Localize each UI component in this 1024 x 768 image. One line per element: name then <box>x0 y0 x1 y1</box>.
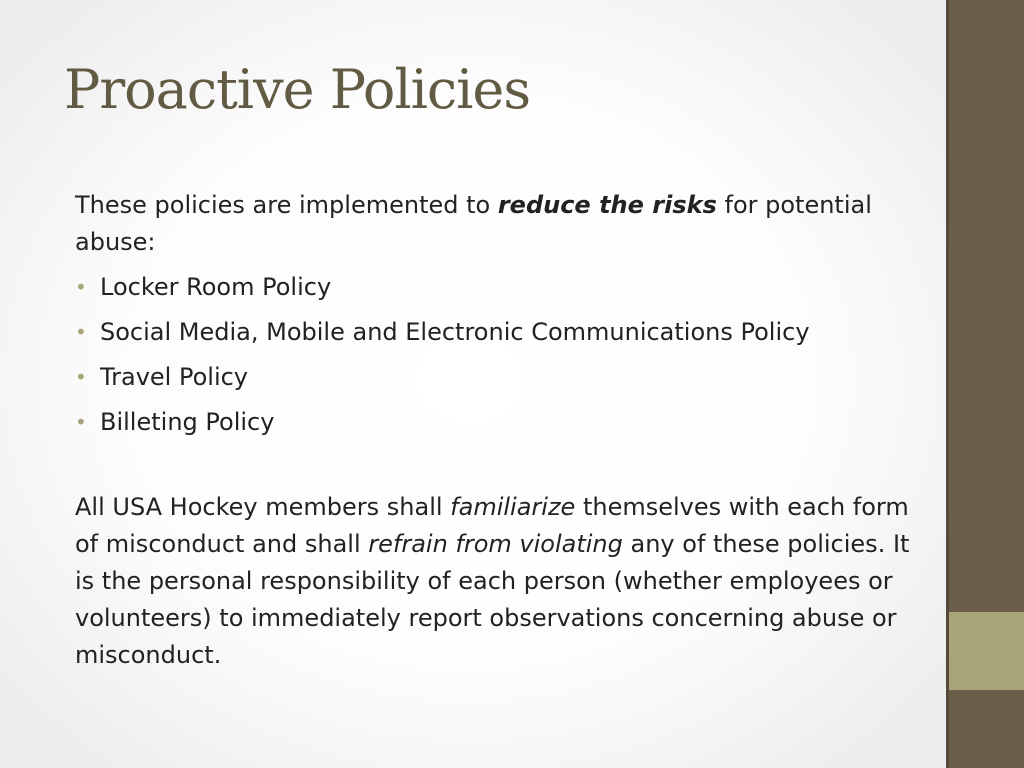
policy-list <box>75 265 925 445</box>
bullet-marker: • <box>75 410 87 434</box>
closing-text-3: any of these policies. It is the personal responsibility of each person (whether employees or volunteers) to immediately report observations concerning abuse or misconduct. <box>75 530 910 669</box>
list-item-label: Billeting Policy <box>100 408 275 436</box>
closing-text-2: themselves with each form of misconduct and shall <box>75 493 909 558</box>
slide-title: Proactive Policies <box>64 58 531 121</box>
list-item <box>75 400 925 445</box>
list-item-label: Travel Policy <box>100 363 249 391</box>
intro-emphasis: reduce the risks <box>497 191 717 219</box>
closing-paragraph <box>75 489 925 674</box>
slide-body <box>75 187 925 674</box>
intro-paragraph <box>75 187 925 261</box>
side-accent-block <box>949 612 1024 690</box>
bullet-marker: • <box>75 320 87 344</box>
intro-text-after: for potential abuse: <box>75 191 872 256</box>
closing-text-1: All USA Hockey members shall <box>75 493 451 521</box>
list-item-label: Social Media, Mobile and Electronic Communications Policy <box>100 318 810 346</box>
bullet-marker: • <box>75 275 87 299</box>
list-item <box>75 355 925 400</box>
closing-emphasis-1: familiarize <box>450 493 576 521</box>
list-item <box>75 265 925 310</box>
list-item <box>75 310 925 355</box>
intro-text-before: These policies are implemented to <box>75 191 498 219</box>
list-item-label: Locker Room Policy <box>100 273 332 301</box>
closing-emphasis-2: refrain from violating <box>368 530 623 558</box>
bullet-marker: • <box>75 365 87 389</box>
